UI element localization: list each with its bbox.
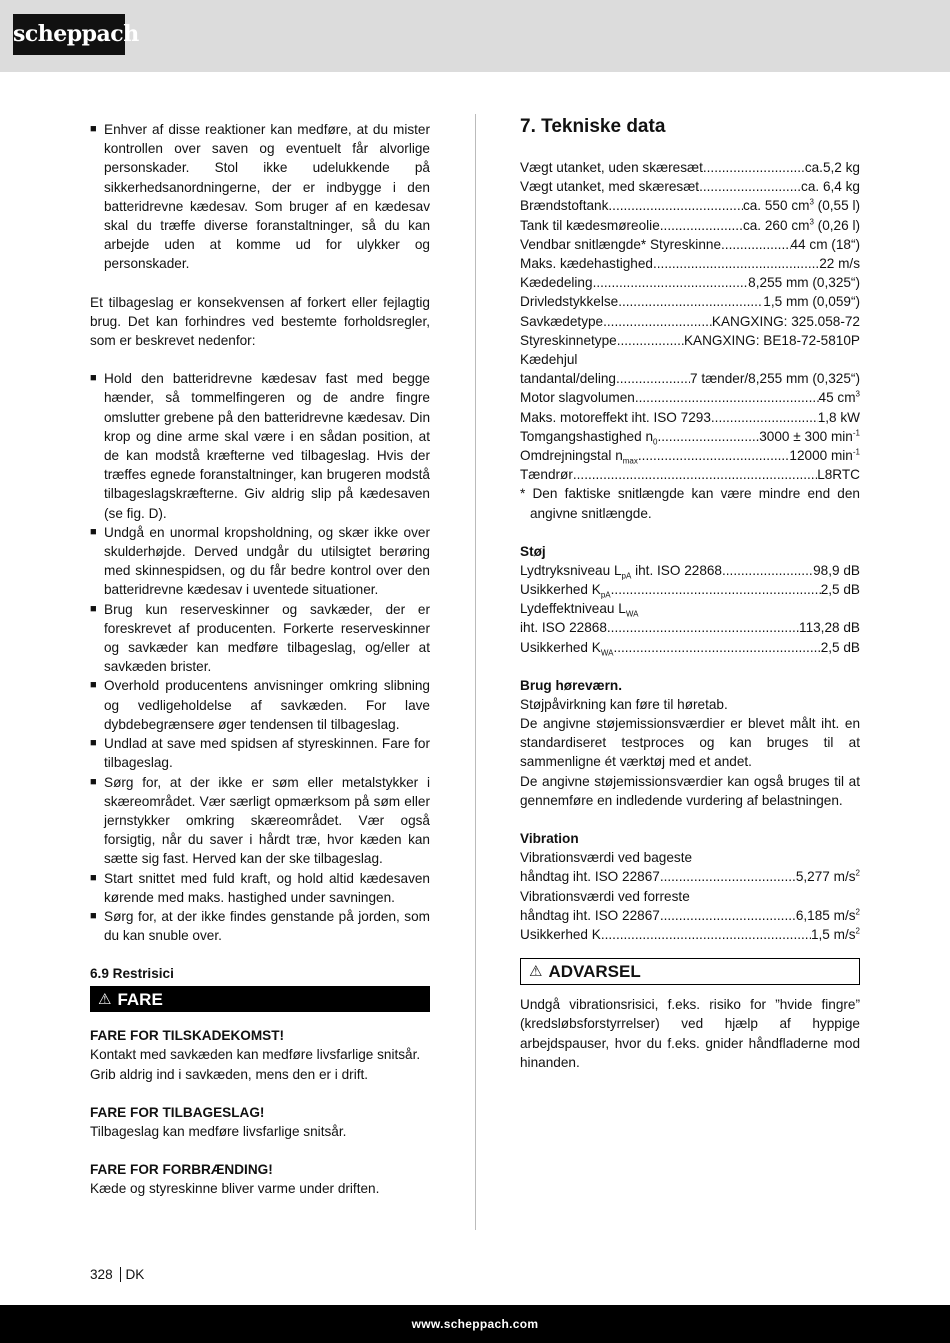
list-item: ■ Enhver af disse reaktioner kan medføre, at du mister kontrollen over saven og eventuelt får alvorlige personskader. Stol ikke udelukkende på sikkerhedsanordningerne, der er indbygge i den batteridrevne kædesav. Som bruger af en kædesav skal du træffe diverse foranstaltninger, så du kan arbejde uden at komme ud for ulykker og personskader. (90, 120, 430, 274)
spec-row: Tomgangshastighed $n_0$ ..... 3000 ± 300 $\min^{-1}$ (520, 427, 860, 446)
list-item: ■ Hold den batteridrevne kædesav fast med begge hænder, så tommelfingeren og de andre fingre omslutter grebene på den batteridrevne kædesav. Din krop og dine arme skal være i en sådan position, at de kan modstå kræfterne ved tilbageslag. Hvis der træffes egnede foranstaltninger, kan brugeren modstå tilbageslagskræfterne. Giv aldrig slip på kædesaven (se fig. D). (90, 369, 430, 523)
warning-triangle-icon: ⚠ (529, 963, 543, 980)
hazard-title: FARE FOR TILSKADEKOMST! (90, 1028, 285, 1044)
list-item: ■ Sørg for, at der ikke findes genstande på jorden, som du kan snuble over. (90, 907, 430, 945)
scheppach-logo: scheppach (13, 14, 125, 55)
list-item: ■ Undgå en unormal kropsholdning, og skær ikke over skulderhøjde. Derved undgår du utilsigtet berøring med skinnespidsen, og du får bedre kontrol over den batteridrevne kædesav i uventede situationer. (90, 523, 430, 600)
spec-row: Vægt utanket, med skæresæt ..... ca. 6,4 kg (520, 177, 860, 196)
spec-group-label: Vibrationsværdi ved forreste (520, 888, 690, 904)
footer-url-link[interactable]: www.scheppach.com (411, 1317, 539, 1331)
list-item: ■ Sørg for, at der ikke er søm eller metalstykker i skæreområdet. Vær særligt opmærksom på søm eller jernstykker omkring skæreområdet. Vær også forsigtig, når du saver i hårdt træ, hvor kæden kan sætte sig fast. Herved kan der ske tilbageslag. (90, 773, 430, 869)
spec-row: Styreskinnetype ..... KANGXING: BE18-72-5810P (520, 331, 860, 350)
spec-row: Usikkerhed $K_{pA}$ ..... 2,5 dB (520, 580, 860, 599)
page-number: 328 DK (90, 1267, 145, 1282)
page-footer (0, 1305, 950, 1343)
hearing-text: De angivne støjemissionsværdier er blevet målt iht. en standardiseret testproces og kan bruges til at sammenligne ét værktøj med et andet. (520, 716, 860, 770)
spec-row: Usikkerhed $K_{WA}$ ..... 2,5 dB (520, 638, 860, 657)
spec-row: Lydtryksniveau $L_{pA}$ iht. ISO 22868 ..... 98,9 dB (520, 561, 860, 580)
spec-row: Omdrejningstal $n_{max}$ ..... 12000 $\min^{-1}$ (520, 446, 860, 465)
spec-row: Maks. kædehastighed ..... 22 m/s (520, 254, 860, 273)
kickback-prevention-list (90, 369, 430, 945)
spec-row: Tændrør ..... L8RTC (520, 465, 860, 484)
spec-row: Vægt utanket, uden skæresæt ..... ca.5,2 kg (520, 158, 860, 177)
hearing-heading: Brug høreværn. (520, 677, 622, 693)
advarsel-banner (520, 958, 860, 985)
right-column (520, 114, 860, 1072)
fare-banner (90, 986, 430, 1012)
spec-row: Savkædetype ..... KANGXING: 325.058-72 (520, 312, 860, 331)
hazard-text: Kontakt med savkæden kan medføre livsfarlige snitsår. (90, 1047, 421, 1063)
kickback-intro-list (90, 120, 430, 274)
spec-row: iht. ISO 22868 ..... 113,28 dB (520, 618, 860, 637)
spec-row: Maks. motoreffekt iht. ISO 7293 ..... 1,8 kW (520, 408, 860, 427)
left-column (90, 120, 430, 1198)
spec-row: Vendbar snitlængde* Styreskinne ..... 44 cm (18“) (520, 235, 860, 254)
list-item: ■ Overhold producentens anvisninger omkring slibning og vedligeholdelse af savkæden. For lave dybdebegrænsere øger tendensen til tilbageslag. (90, 676, 430, 734)
spec-row: Brændstoftank ..... ca. 550 $cm^3$ (0,55 l) (520, 196, 860, 215)
page-header (0, 0, 950, 72)
spec-row: håndtag iht. ISO 22867 ..... 6,185 $m/s^2$ (520, 906, 860, 925)
noise-heading: Støj (520, 543, 546, 559)
section-heading-restrisici: 6.9 Restrisici (90, 966, 174, 982)
advarsel-label: ADVARSEL (548, 962, 641, 981)
list-item: ■ Undlad at save med spidsen af styreskinnen. Fare for tilbageslag. (90, 734, 430, 772)
kickback-paragraph: Et tilbageslag er konsekvensen af forkert eller fejlagtig brug. Det kan forhindres ved bestemte forholdsregler, som er beskrevet nedenfor: (90, 294, 430, 349)
fare-label: FARE (117, 989, 163, 1009)
spec-group-label: Lydeffektniveau $L_{WA}$ (520, 601, 639, 619)
warning-triangle-icon: ⚠ (98, 990, 112, 1008)
spec-row: Usikkerhed K ..... 1,5 $m/s^2$ (520, 925, 860, 944)
hazard-text: Grib aldrig ind i savkæden, mens den er i drift. (90, 1066, 369, 1082)
spec-group-label: Vibrationsværdi ved bageste (520, 850, 693, 866)
hearing-text: De angivne støjemissionsværdier kan også bruges til at gennemføre en indledende vurdering af belastningen. (520, 773, 860, 808)
hearing-text: Støjpåvirkning kan føre til høretab. (520, 696, 728, 712)
spec-row: håndtag iht. ISO 22867 ..... 5,277 $m/s^2$ (520, 867, 860, 886)
list-item: ■ Brug kun reserveskinner og savkæder, der er foreskrevet af producenten. Forkerte reserveskinner og savkæder kan medføre tilbageslag, og/eller at savkæden brister. (90, 600, 430, 677)
spec-row: Drivledstykkelse ..... 1,5 mm (0,059“) (520, 292, 860, 311)
hazard-text: Kæde og styreskinne bliver varme under driften. (90, 1180, 380, 1196)
spec-row: Kædedeling ..... 8,255 mm (0,325“) (520, 273, 860, 292)
hazard-title: FARE FOR FORBRÆNDING! (90, 1161, 273, 1177)
vibration-heading: Vibration (520, 831, 579, 847)
spec-row: Motor slagvolumen ..... 45 $cm^3$ (520, 388, 860, 407)
footnote: * Den faktiske snitlængde kan være mindre end den angivne snitlængde. (520, 486, 860, 521)
hazard-title: FARE FOR TILBAGESLAG! (90, 1104, 265, 1120)
spec-table (520, 158, 860, 523)
spec-row: tandantal/deling ..... 7 tænder/8,255 mm (0,325“) (520, 369, 860, 388)
hazard-text: Tilbageslag kan medføre livsfarlige snitsår. (90, 1123, 347, 1139)
spec-row: Tank til kædesmøreolie ..... ca. 260 $cm^3$ (0,26 l) (520, 216, 860, 235)
column-divider (475, 114, 476, 1230)
section-heading-tekniske-data: 7. Tekniske data (520, 116, 666, 137)
spec-group-label: Kædehjul (520, 352, 578, 368)
advarsel-text: Undgå vibrationsrisici, f.eks. risiko for ”hvide fingre” (kredsløbsforstyrrelser) ved hjælp af hyppige arbejdspauser, hvor du f.eks. gnider håndfladerne mod hinanden. (520, 997, 860, 1070)
list-item: ■ Start snittet med fuld kraft, og hold altid kædesaven kørende med maks. hastighed under savningen. (90, 869, 430, 907)
